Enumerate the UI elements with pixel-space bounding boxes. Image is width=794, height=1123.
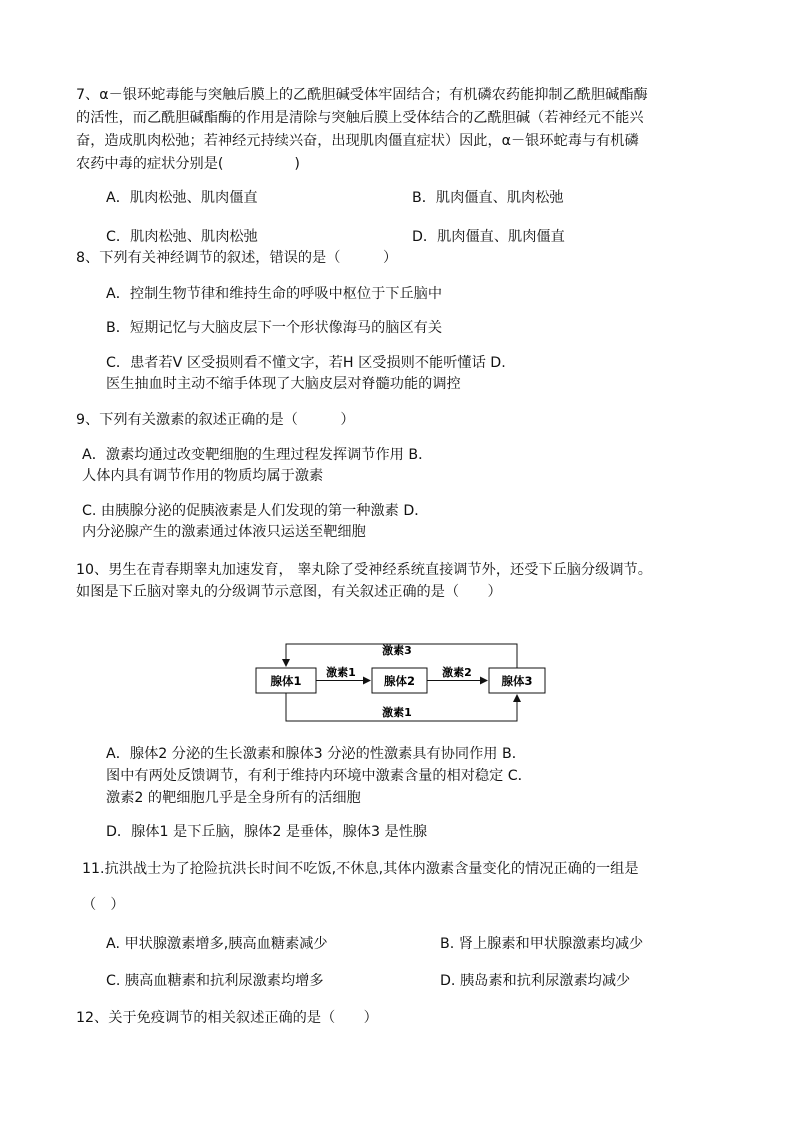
q12-stem: 12、关于免疫调节的相关叙述正确的是（ ） xyxy=(76,1010,378,1026)
gland-2-label: 腺体2 xyxy=(383,674,416,688)
q11-option-d: D. 胰岛素和抗利尿激素均减少 xyxy=(440,973,631,989)
q11-stem: 11.抗洪战士为了抢险抗洪长时间不吃饭,不休息,其体内激素含量变化的情况正确的一组是 xyxy=(82,861,639,877)
q8-stem: 8、下列有关神经调节的叙述，错误的是（ ） xyxy=(76,250,398,266)
gland-3-label: 腺体3 xyxy=(501,674,533,688)
hormone-1-bottom-label: 激素1 xyxy=(382,706,412,719)
q8-option-d: 医生抽血时主动不缩手体现了大脑皮层对脊髓功能的调控 xyxy=(106,376,461,392)
gland-1-label: 腺体1 xyxy=(270,674,302,688)
q7-option-a: A．肌肉松弛、肌肉僵直 xyxy=(106,190,258,206)
q11-option-b: B. 肾上腺素和甲状腺激素均减少 xyxy=(440,936,644,952)
q8-option-c: C．患者若V 区受损则看不懂文字，若H 区受损则不能听懂话 D. xyxy=(106,355,506,371)
q7-option-c: C．肌肉松弛、肌肉松弛 xyxy=(106,229,258,245)
hormone-1-mid-label: 激素1 xyxy=(326,666,356,679)
q10-option-line-1: A．腺体2 分泌的生长激素和腺体3 分泌的性激素具有协同作用 B． xyxy=(106,746,526,762)
q8-option-a: A．控制生物节律和维持生命的呼吸中枢位于下丘脑中 xyxy=(106,286,443,302)
q9-option-c: C. 由胰腺分泌的促胰液素是人们发现的第一种激素 D． xyxy=(82,503,429,519)
q7-stem-line-1: 7、α－银环蛇毒能与突触后膜上的乙酰胆碱受体牢固结合；有机磷农药能抑制乙酰胆碱酯酶 xyxy=(76,87,648,103)
q7-option-b: B．肌肉僵直、肌肉松弛 xyxy=(412,190,564,206)
q9-option-d: 内分泌腺产生的激素通过体液只运送至靶细胞 xyxy=(82,524,366,540)
q10-stem-line-2: 如图是下丘脑对睾丸的分级调节示意图，有关叙述正确的是（ ） xyxy=(76,584,502,600)
q11-option-a: A. 甲状腺激素增多,胰高血糖素减少 xyxy=(106,936,328,952)
q8-option-b: B．短期记忆与大脑皮层下一个形状像海马的脑区有关 xyxy=(106,320,443,336)
hormone-regulation-diagram xyxy=(0,636,794,726)
q9-option-b: 人体内具有调节作用的物质均属于激素 xyxy=(82,468,324,484)
q10-option-line-2: 图中有两处反馈调节，有利于维持内环境中激素含量的相对稳定 C． xyxy=(106,768,532,784)
q10-option-line-3: 激素2 的靶细胞几乎是全身所有的活细胞 xyxy=(106,790,361,806)
q9-option-a: A．激素均通过改变靶细胞的生理过程发挥调节作用 B． xyxy=(82,447,433,463)
hormone-2-mid-label: 激素2 xyxy=(442,666,472,679)
q9-stem: 9、下列有关激素的叙述正确的是（ ） xyxy=(76,412,355,428)
q7-stem-line-3: 奋，造成肌肉松弛；若神经元持续兴奋，出现肌肉僵直症状）因此，α－银环蛇毒与有机磷 xyxy=(76,133,639,149)
q10-stem-line-1: 10、男生在青春期睾丸加速发育， 睾丸除了受神经系统直接调节外，还受下丘脑分级调节。 xyxy=(76,562,652,578)
hormone-3-top-label: 激素3 xyxy=(382,644,412,657)
q11-answer-paren: （ ） xyxy=(82,897,125,913)
q7-stem-line-2: 的活性，而乙酰胆碱酯酶的作用是清除与突触后膜上受体结合的乙酰胆碱（若神经元不能兴 xyxy=(76,110,644,126)
q10-option-line-4: D．腺体1 是下丘脑，腺体2 是垂体，腺体3 是性腺 xyxy=(106,824,428,840)
q7-stem-line-4: 农药中毒的症状分别是( ) xyxy=(76,156,300,172)
q7-option-d: D．肌肉僵直、肌肉僵直 xyxy=(412,229,565,245)
q11-option-c: C. 胰高血糖素和抗利尿激素均增多 xyxy=(106,973,324,989)
